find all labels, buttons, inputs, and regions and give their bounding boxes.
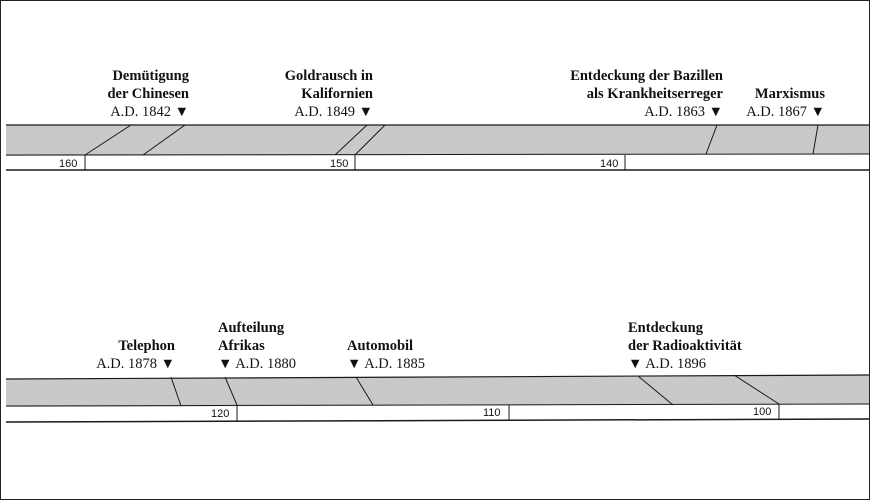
event-title-line: der Chinesen [107,86,189,102]
event-date: A.D. 1896 [645,356,707,372]
event-label-1849 [285,67,373,121]
event-title-line: Demütigung [112,68,189,84]
down-triangle-icon: ▼ [218,356,233,372]
down-triangle-icon: ▼ [347,356,362,372]
event-label-1896 [628,319,742,373]
timeline2-scale-bottom [6,419,869,422]
scale-label: 120 [211,408,230,420]
event-date: A.D. 1849 [294,104,356,120]
down-triangle-icon: ▼ [628,356,643,372]
scale-label: 160 [59,158,78,170]
scale-label: 100 [753,406,772,418]
event-label-1878 [96,337,175,373]
event-title-line: Entdeckung der Bazillen [570,68,723,84]
event-label-1842 [107,67,189,121]
event-title-line: Afrikas [218,338,265,354]
event-title-line: Kalifornien [301,86,373,102]
event-title-line: Automobil [347,338,414,354]
event-date: A.D. 1842 [110,104,172,120]
scale-label: 110 [483,407,501,419]
scale-label: 150 [330,158,349,170]
event-date: A.D. 1878 [96,356,158,372]
event-title-line: Marxismus [754,86,825,102]
event-date: A.D. 1880 [235,356,297,372]
scale-label: 140 [600,158,619,170]
down-triangle-icon: ▼ [160,356,175,372]
down-triangle-icon: ▼ [174,104,189,120]
event-label-1885 [347,337,425,373]
event-title-line: Aufteilung [218,320,285,336]
down-triangle-icon: ▼ [358,104,373,120]
event-date: A.D. 1885 [364,356,426,372]
event-label-1863 [570,67,723,121]
event-date: A.D. 1867 [746,104,808,120]
down-triangle-icon: ▼ [708,104,723,120]
timeline2-band [6,375,869,407]
event-title-line: Goldrausch in [284,68,373,84]
event-title-line: Telephon [118,338,175,354]
down-triangle-icon: ▼ [810,104,825,120]
event-label-1867 [746,85,825,121]
event-title-line: der Radioaktivität [628,338,742,354]
event-title-line: Entdeckung [628,320,703,336]
timeline1-band [6,125,869,156]
event-title-line: als Krankheitserreger [586,86,723,102]
event-label-1880 [218,319,296,373]
event-date: A.D. 1863 [644,104,706,120]
